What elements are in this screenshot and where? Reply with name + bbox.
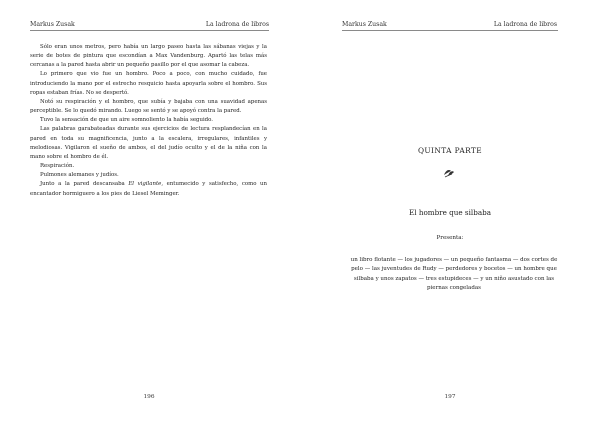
paragraph: Notó su respiración y el hombro, que subía y bajaba con una suavidad apenas perceptible. Se lo quedó mirando. Luego se sentó y se apoyó contra la pared. bbox=[30, 98, 267, 115]
paragraph: Las palabras garabateadas durante sus ejercicios de lectura resplandecían en la pared en toda su magnificencia, junto a la escalera, irregulares, infantiles y melodiosas. Vigilaron el sueño de ambos, el del judío oculto y el de la niña con la mano sobre el hombro de él. bbox=[30, 126, 267, 160]
header-book-title: La ladrona de libros bbox=[205, 21, 269, 28]
paragraph: Sólo eran unos metros, pero había un largo paseo hasta las sábanas viejas y la serie de botes de pintura que escondían a Max Vandenburg. Apartó las telas más cercanas a la pared hasta abrir un pequeño pasillo por el que asomar la cabeza. bbox=[30, 44, 267, 69]
page-number: 196 bbox=[143, 394, 155, 400]
page-number: 197 bbox=[444, 394, 456, 400]
header-author: Markus Zusak bbox=[30, 21, 75, 28]
paragraph-last bbox=[30, 180, 267, 198]
part-title: QUINTA PARTE bbox=[417, 146, 483, 155]
header-book-title: La ladrona de libros bbox=[493, 21, 557, 28]
paragraph: Pulmones alemanes y judíos. bbox=[40, 172, 119, 179]
paragraph: Tuvo la sensación de que un aire somnoliento la había seguido. bbox=[40, 117, 213, 124]
chapter-title: El hombre que silbaba bbox=[408, 208, 491, 217]
header-rule bbox=[30, 30, 269, 31]
text-run: , entumecido y satisfecho, como un encantador hormiguero a los pies de Liesel Meminger. bbox=[30, 181, 267, 197]
chapter-summary: un libro flotante — los jugadores — un pequeño fantasma — dos cortes de pelo — las juventudes de Rudy — perdedores y bocetos — un hombre que silbaba y unos zapatos — tres estupideces — y un niño asustado con las piernas congeladas bbox=[350, 257, 558, 291]
paragraph: Respiración. bbox=[40, 163, 75, 170]
paragraph: Lo primero que vio fue un hombro. Poco a poco, con mucho cuidado, fue introduciendo la mano por el estrecho resquicio hasta apoyarla sobre el hombro. Sus ropas estaban frías. No se despertó. bbox=[30, 71, 267, 96]
header-rule bbox=[342, 30, 558, 31]
leaf-ornament-icon bbox=[443, 168, 455, 178]
presents-label: Presenta: bbox=[436, 235, 464, 241]
text-run: Junto a la pared descansaba bbox=[40, 181, 129, 188]
right-page bbox=[300, 0, 600, 424]
body-text bbox=[30, 43, 267, 199]
header-author: Markus Zusak bbox=[342, 21, 387, 28]
book-title-italic: El vigilante bbox=[128, 181, 162, 188]
